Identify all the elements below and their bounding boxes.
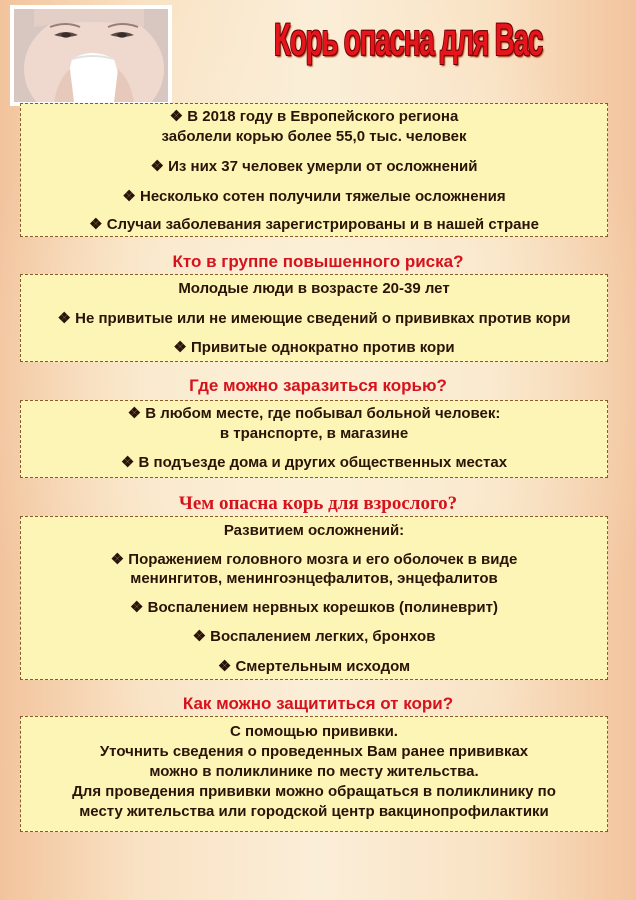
risk-group-line: ❖ Не привитые или не имеющие сведений о прививках против кори (57, 310, 571, 327)
protection-box (20, 716, 608, 832)
complications-line: ❖ Воспалением легких, бронхов (192, 628, 436, 645)
statistics-line: ❖ Несколько сотен получили тяжелые осложнения (122, 188, 506, 205)
adult-danger-heading: Чем опасна корь для взрослого? (178, 493, 458, 514)
infection-places-line: ❖ В подъезде дома и других общественных местах (120, 454, 508, 471)
protection-heading: Как можно защититься от кори? (182, 694, 454, 713)
protection-line: можно в поликлинике по месту жительства. (149, 763, 479, 780)
complications-line: ❖ Поражением головного мозга и его оболочек в виде (110, 551, 518, 568)
statistics-line: заболели корью более 55,0 тыс. человек (161, 128, 467, 145)
risk-group-line: Молодые люди в возрасте 20-39 лет (178, 280, 450, 297)
protection-line: месту жительства или городской центр вакцинопрофилактики (79, 803, 549, 820)
complications-line: ❖ Смертельным исходом (217, 658, 411, 675)
statistics-line: ❖ Случаи заболевания зарегистрированы и в нашей стране (89, 216, 539, 233)
infection-places-line: ❖ В любом месте, где побывал больной человек: (127, 405, 501, 422)
sneezing-person-photo (10, 5, 172, 106)
complications-box (20, 516, 608, 680)
risk-group-line: ❖ Привитые однократно против кори (173, 339, 455, 356)
infection-places-box (20, 400, 608, 478)
statistics-box (20, 103, 608, 237)
statistics-line: ❖ Из них 37 человек умерли от осложнений (150, 158, 478, 175)
risk-group-box (20, 274, 608, 362)
complications-line: менингитов, менингоэнцефалитов, энцефалитов (130, 570, 498, 587)
infection-places-heading: Где можно заразиться корью? (189, 376, 447, 395)
person-with-tissue-illustration (14, 9, 168, 102)
complications-line: Развитием осложнений: (223, 522, 405, 539)
protection-line: С помощью прививки. (230, 723, 398, 740)
statistics-line: ❖ В 2018 году в Европейского региона (169, 108, 459, 125)
protection-line: Для проведения прививки можно обращаться в поликлинику по (72, 783, 556, 800)
photo-image (14, 9, 168, 102)
infection-places-line: в транспорте, в магазине (219, 425, 409, 442)
protection-line: Уточнить сведения о проведенных Вам ранее прививках (99, 743, 529, 760)
risk-group-heading: Кто в группе повышенного риска? (172, 252, 464, 271)
poster-title: Корь опасна для Вас (273, 14, 543, 65)
complications-line: ❖ Воспалением нервных корешков (полиневрит) (130, 599, 498, 616)
